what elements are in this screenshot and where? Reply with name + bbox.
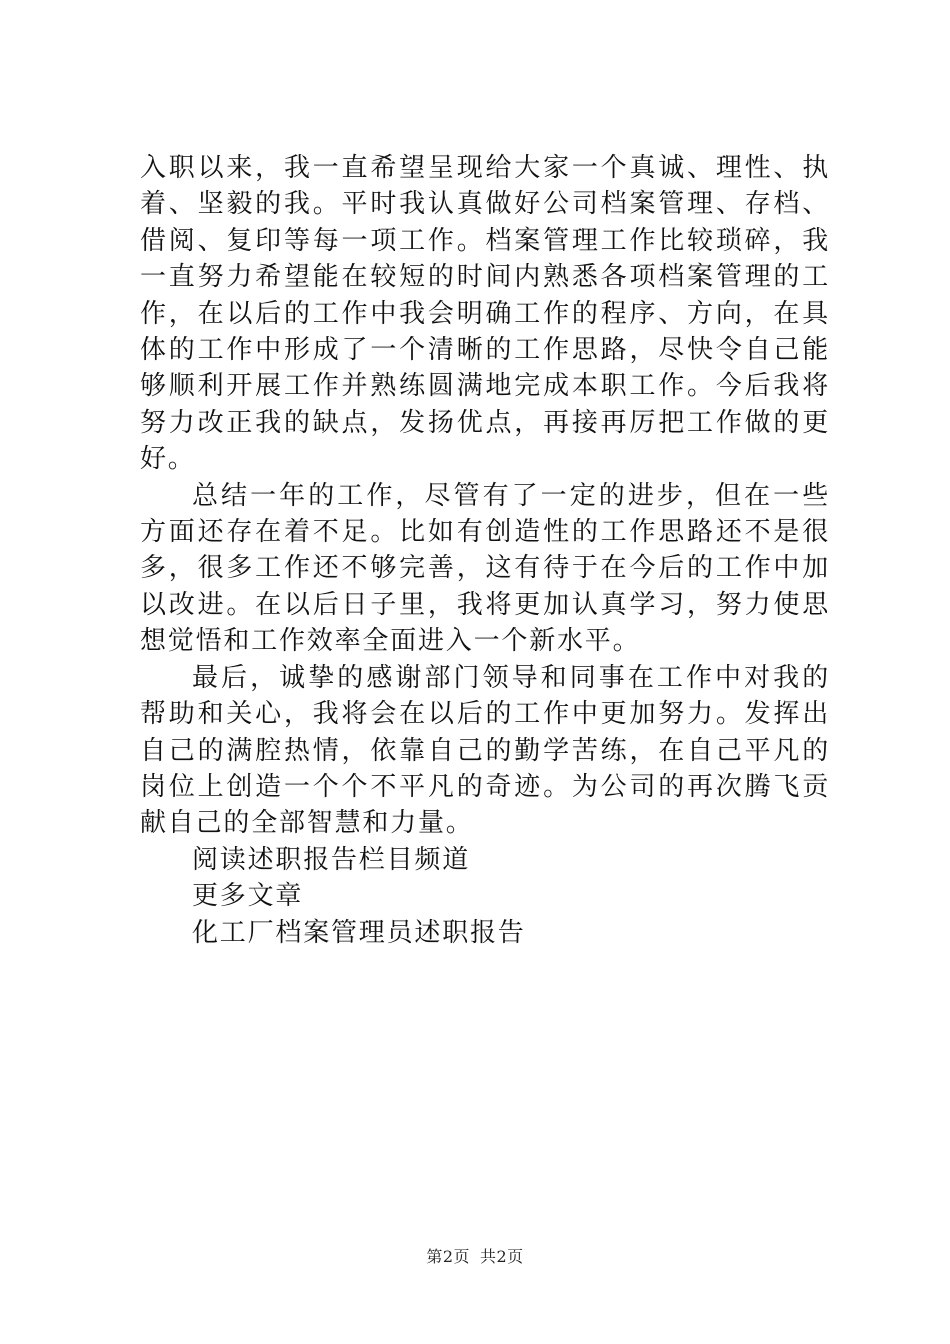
- link-related-article[interactable]: 化工厂档案管理员述职报告: [192, 917, 526, 948]
- page-number: 第2页: [426, 1247, 470, 1266]
- document-body: [140, 150, 830, 951]
- page-footer: [0, 1244, 950, 1267]
- paragraph-intro: 入职以来，我一直希望呈现给大家一个真诚、理性、执着、坚毅的我。平时我认真做好公司档案管理、存档、借阅、复印等每一项工作。档案管理工作比较琐碎，我一直努力希望能在较短的时间内熟悉各项档案管理的工作，在以后的工作中我会明确工作的程序、方向，在具体的工作中形成了一个清晰的工作思路，尽快令自己能够顺利开展工作并熟练圆满地完成本职工作。今后我将努力改正我的缺点，发扬优点，再接再厉把工作做的更好。: [140, 153, 830, 475]
- paragraph-closing: 最后，诚挚的感谢部门领导和同事在工作中对我的帮助和关心，我将会在以后的工作中更加努力。发挥出自己的满腔热情，依靠自己的勤学苦练，在自己平凡的岗位上创造一个个不平凡的奇迹。为公司的再次腾飞贡献自己的全部智慧和力量。: [140, 662, 830, 839]
- paragraph-summary: 总结一年的工作，尽管有了一定的进步，但在一些方面还存在着不足。比如有创造性的工作思路还不是很多，很多工作还不够完善，这有待于在今后的工作中加以改进。在以后日子里，我将更加认真学习，努力使思想觉悟和工作效率全面进入一个新水平。: [140, 480, 830, 657]
- page-total: 共2页: [480, 1247, 524, 1266]
- link-more-articles[interactable]: 更多文章: [192, 881, 304, 912]
- link-column-channel[interactable]: 阅读述职报告栏目频道: [192, 844, 471, 875]
